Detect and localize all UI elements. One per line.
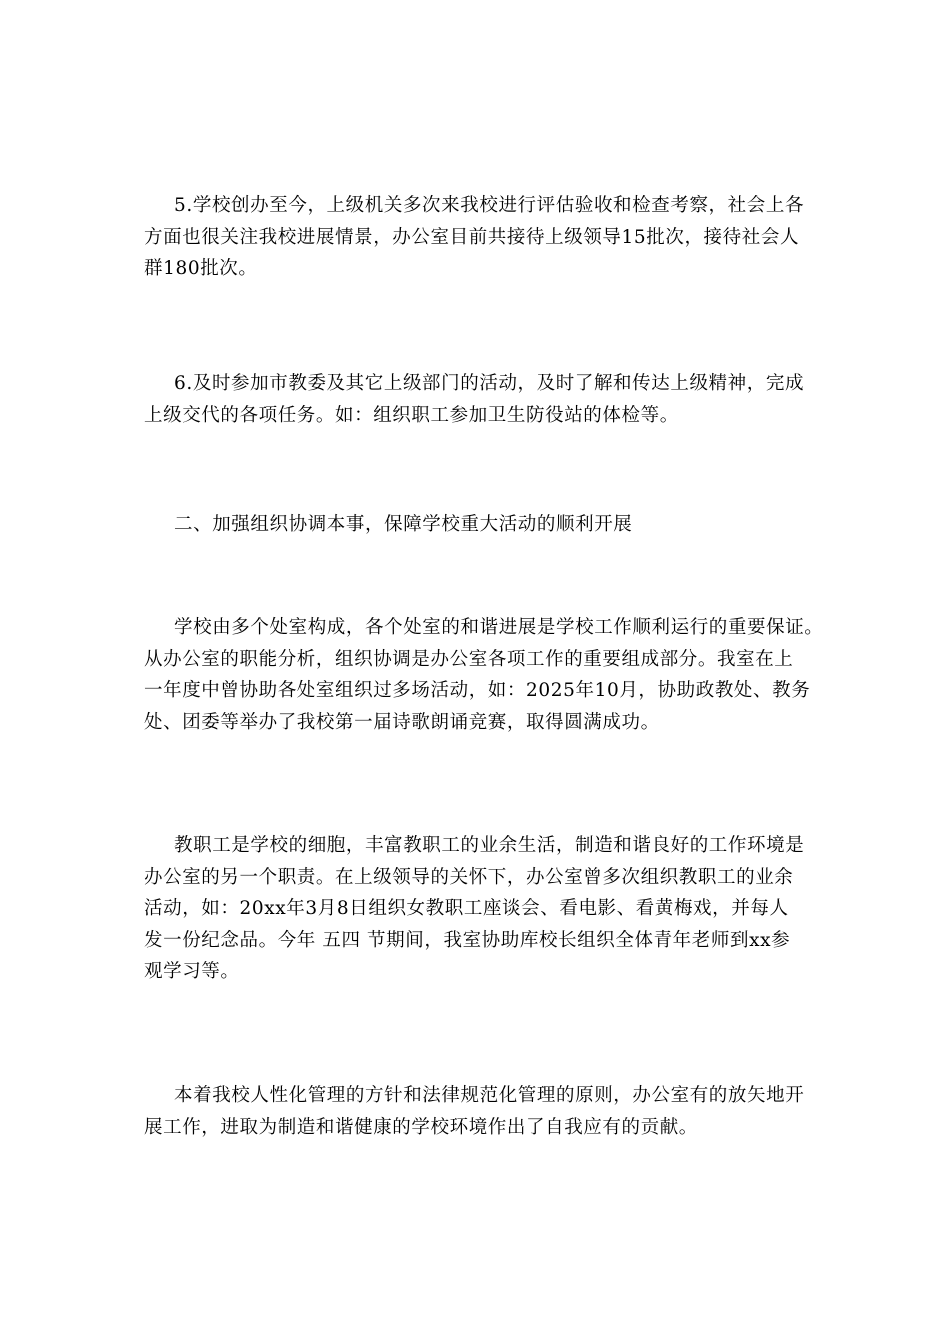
text-line: 处、团委等举办了我校第一届诗歌朗诵竞赛，取得圆满成功。 [144, 711, 660, 733]
text-line: 从办公室的职能分析，组织协调是办公室各项工作的重要组成部分。我室在上 [144, 648, 794, 670]
section-heading-text: 二、加强组织协调本事，保障学校重大活动的顺利开展 [174, 514, 633, 535]
paragraph-staff-activities [144, 830, 812, 988]
text-line: 本着我校人性化管理的方针和法律规范化管理的原则，办公室有的放矢地开 [174, 1085, 805, 1106]
text-line: 群180批次。 [144, 258, 258, 279]
text-line: 5.学校创办至今，上级机关多次来我校进行评估验收和检查考察，社会上各 [174, 195, 805, 216]
text-line: 发一份纪念品。今年 五四 节期间，我室协助库校长组织全体青年老师到xx参 [144, 929, 791, 951]
text-line: 上级交代的各项任务。如：组织职工参加卫生防役站的体检等。 [144, 404, 679, 426]
text-line: 活动，如：20xx年3月8日组织女教职工座谈会、看电影、看黄梅戏，并每人 [144, 898, 789, 919]
text-line: 展工作，进取为制造和谐健康的学校环境作出了自我应有的贡献。 [144, 1116, 698, 1138]
text-line: 学校由多个处室构成，各个处室的和谐进展是学校工作顺利运行的重要保证。 [174, 617, 824, 638]
paragraph-item-6 [144, 368, 812, 431]
paragraph-item-5 [144, 190, 812, 285]
paragraph-conclusion [144, 1080, 812, 1143]
paragraph-coordination [144, 612, 824, 738]
text-line: 教职工是学校的细胞，丰富教职工的业余生活，制造和谐良好的工作环境是 [174, 835, 805, 856]
text-line: 办公室的另一个职责。在上级领导的关怀下，办公室曾多次组织教职工的业余 [144, 866, 794, 888]
section-heading [144, 509, 812, 541]
text-line: 方面也很关注我校进展情景，办公室目前共接待上级领导15批次，接待社会人 [144, 226, 800, 248]
text-line: 观学习等。 [144, 961, 240, 982]
text-line: 一年度中曾协助各处室组织过多场活动，如：2025年10月，协助政教处、教务 [144, 680, 811, 701]
text-line: 6.及时参加市教委及其它上级部门的活动，及时了解和传达上级精神，完成 [174, 373, 805, 394]
